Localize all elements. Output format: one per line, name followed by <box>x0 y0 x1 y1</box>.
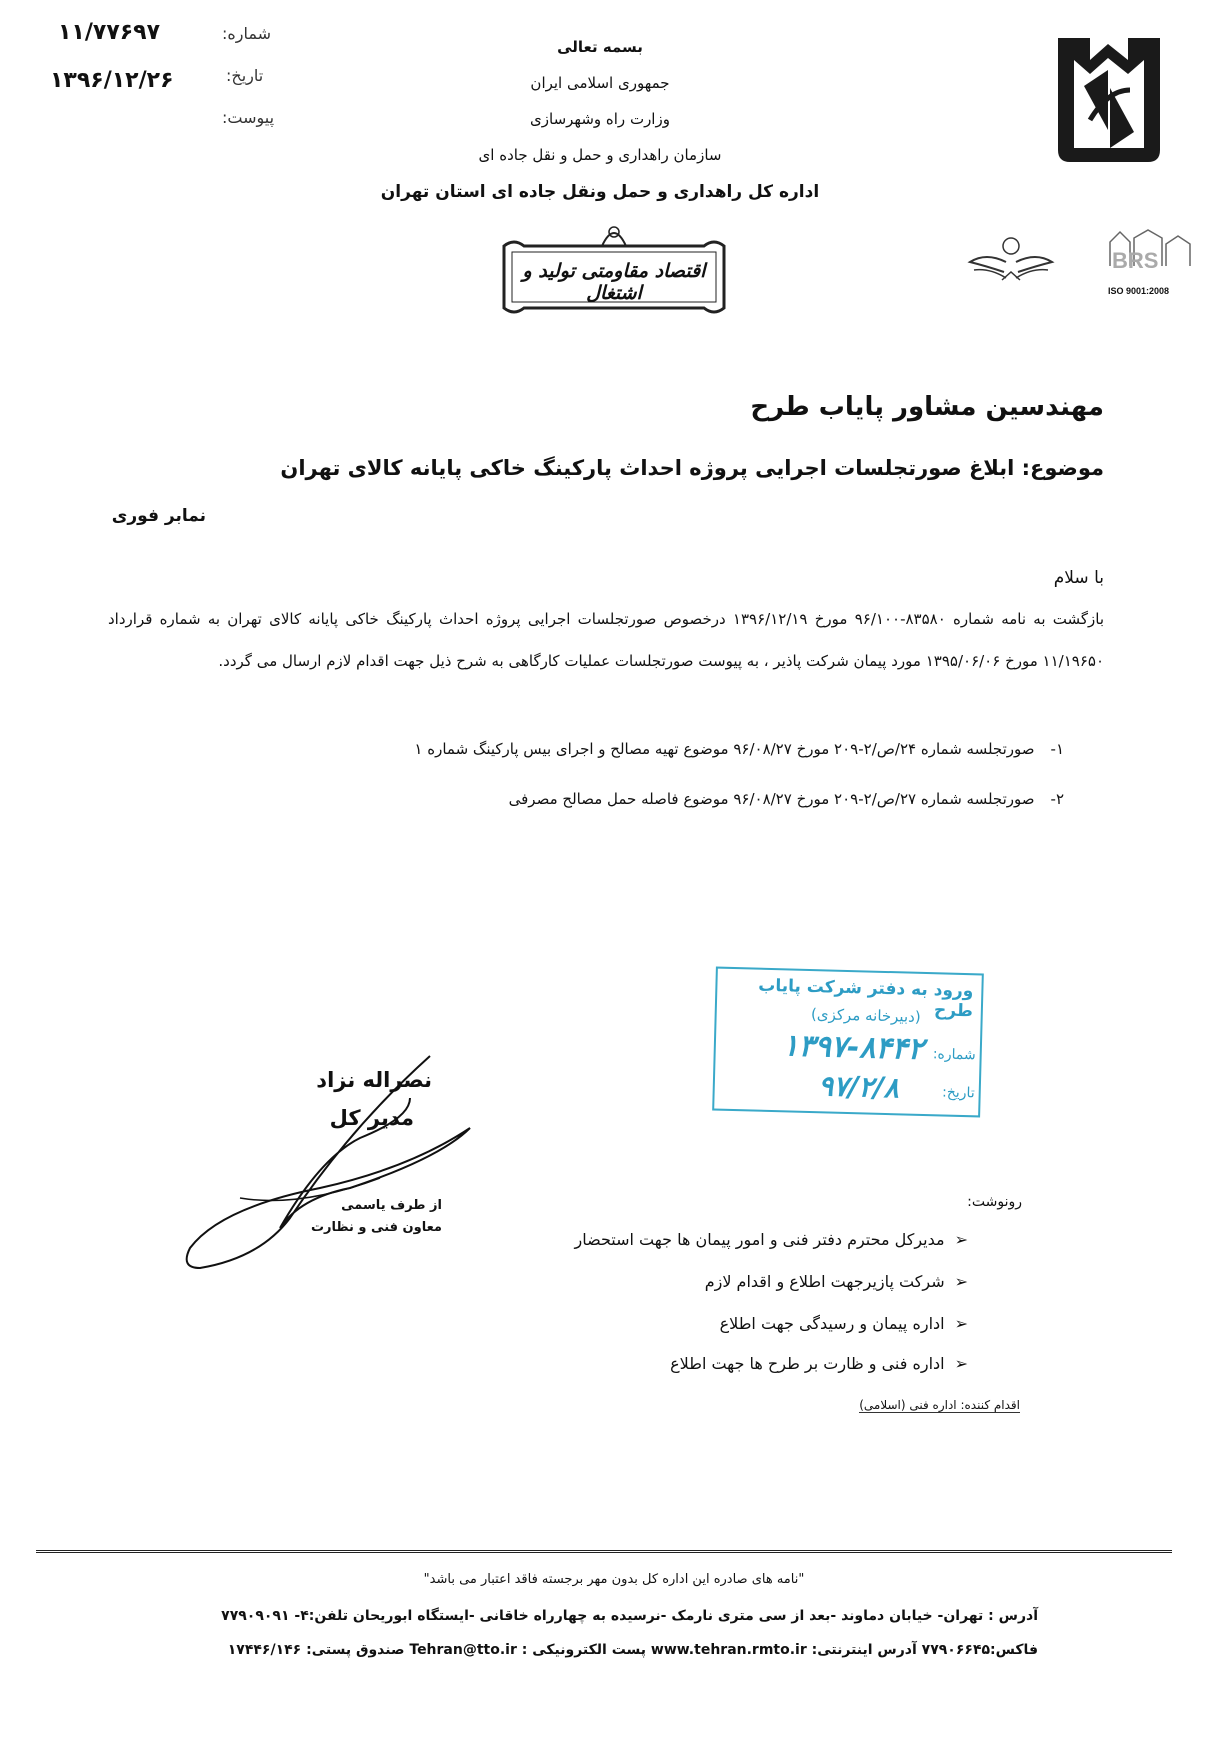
arrow-bullet-icon: ➢ <box>954 1272 968 1291</box>
iso-cert-text: ISO 9001:2008 <box>1108 286 1170 296</box>
cc-item: ➢ شرکت پازیرجهت اطلاع و اقدام لازم <box>704 1272 968 1291</box>
footer-contact: فاکس:۷۷۹۰۶۶۴۵ آدرس اینترنتی: www.tehran.rmto.ir پست الکترونیکی : Tehran@tto.ir صندوق پستی: ۱۷۴۴۶/۱۴۶ <box>227 1642 1038 1658</box>
cc-label: رونوشت: <box>967 1194 1022 1210</box>
receipt-stamp <box>712 967 984 1118</box>
footer-divider <box>36 1550 1172 1553</box>
stamp-date-label: تاریخ: <box>941 1084 975 1102</box>
slogan-emblem <box>484 216 744 326</box>
signatory-name: نصراله نزاد <box>316 1068 432 1092</box>
header-organization: سازمان راهداری و حمل و نقل جاده ای <box>478 146 722 164</box>
wings-emblem-icon <box>966 232 1056 292</box>
arrow-bullet-icon: ➢ <box>954 1230 968 1249</box>
subject-line: موضوع: ابلاغ صورتجلسات اجرایی پروژه احداث پارکینگ خاکی پایانه کالای تهران <box>280 456 1104 480</box>
body-item-text: صورتجلسه شماره ۲۴/ص/۲-۲۰۹ مورخ ۹۶/۰۸/۲۷ موضوع تهیه مصالح و اجرای بیس پارکینگ شماره ۱ <box>414 740 1035 758</box>
arrow-bullet-icon: ➢ <box>954 1354 968 1373</box>
cc-item: ➢ مدیرکل محترم دفتر فنی و امور پیمان ها جهت استحضار <box>574 1230 968 1249</box>
letter-number-label: شماره: <box>222 24 272 43</box>
letter-date-label: تاریخ: <box>226 66 264 85</box>
footer-note: "نامه های صادره این اداره کل بدون مهر برجسته فاقد اعتبار می باشد" <box>423 1572 805 1587</box>
header-bismillah: بسمه تعالی <box>557 38 643 56</box>
action-by: اقدام کننده: اداره فنی (اسلامی) <box>859 1398 1020 1412</box>
arrow-bullet-icon: ➢ <box>954 1314 968 1333</box>
brs-logo <box>1104 228 1194 300</box>
header-republic: جمهوری اسلامی ایران <box>530 74 670 92</box>
recipient-title: مهندسین مشاور پایاب طرح <box>750 392 1104 422</box>
deputy-title: معاون فنی و نظارت <box>310 1220 442 1235</box>
letter-number-value: ۱۱/۷۷۶۹۷ <box>58 20 161 45</box>
greeting: با سلام <box>1053 568 1104 588</box>
brs-text: BRS <box>1112 248 1159 273</box>
stamp-line2: (دبیرخانه مرکزی) <box>810 1005 921 1026</box>
body-item-text: صورتجلسه شماره ۲۷/ص/۲-۲۰۹ مورخ ۹۶/۰۸/۲۷ موضوع فاصله حمل مصالح مصرفی <box>508 790 1035 808</box>
stamp-date-value: ۹۷/۲/۸ <box>817 1069 900 1105</box>
letter-date-value: ۱۳۹۶/۱۲/۲۶ <box>50 68 174 93</box>
body-item-1 <box>414 740 1064 758</box>
stamp-number-value: ۱۳۹۷-۸۴۴۲ <box>782 1028 925 1067</box>
header-directorate: اداره کل راهداری و حمل ونقل جاده ای استان تهران <box>380 182 820 202</box>
body-item-2 <box>509 790 1064 808</box>
stamp-line1: ورود به دفتر شرکت پایاب طرح <box>757 975 974 1022</box>
rmto-logo-icon <box>1050 30 1168 170</box>
on-behalf-text: از طرف یاسمی <box>341 1198 442 1213</box>
letter-attachment-label: پیوست: <box>222 108 275 127</box>
signatory-title: مدیر کل <box>329 1106 414 1130</box>
header-ministry: وزارت راه وشهرسازی <box>530 110 670 128</box>
slogan-text: اقتصاد مقاومتی تولید و اشتغال <box>522 260 706 304</box>
signature-block <box>180 1048 480 1278</box>
cc-item: ➢ اداره پیمان و رسیدگی جهت اطلاع <box>719 1314 968 1333</box>
rmto-logo <box>1050 30 1168 170</box>
cc-item: ➢ اداره فنی و ظارت بر طرح ها جهت اطلاع <box>670 1354 968 1373</box>
wings-logo <box>966 232 1056 292</box>
body-item-number: ۱- <box>1050 740 1064 758</box>
urgency-label: نمابر فوری <box>111 506 206 526</box>
stamp-number-label: شماره: <box>932 1046 976 1064</box>
body-item-number: ۲- <box>1050 790 1064 808</box>
body-paragraph: بازگشت به نامه شماره ۸۳۵۸۰-۹۶/۱۰۰ مورخ ۱۳۹۶/۱۲/۱۹ درخصوص صورتجلسات اجرایی پروژه احداث پارکینگ خاکی پایانه کالای تهران به شماره قرارداد ۱۱/۱۹۶۵۰ مورخ ۱۳۹۵/۰۶/۰۶ مورد پیمان شرکت پاذیر ، به پیوست صورتجلسات عملیات کارگاهی به شرح ذیل جهت اقدام لازم ارسال می گردد. <box>108 610 1105 670</box>
footer-address: آدرس : تهران- خیابان دماوند -بعد از سی متری نارمک -نرسیده به چهارراه خاقانی -ایستگاه ابوریحان تلفن:۴- ۷۷۹۰۹۰۹۱ <box>221 1608 1038 1624</box>
